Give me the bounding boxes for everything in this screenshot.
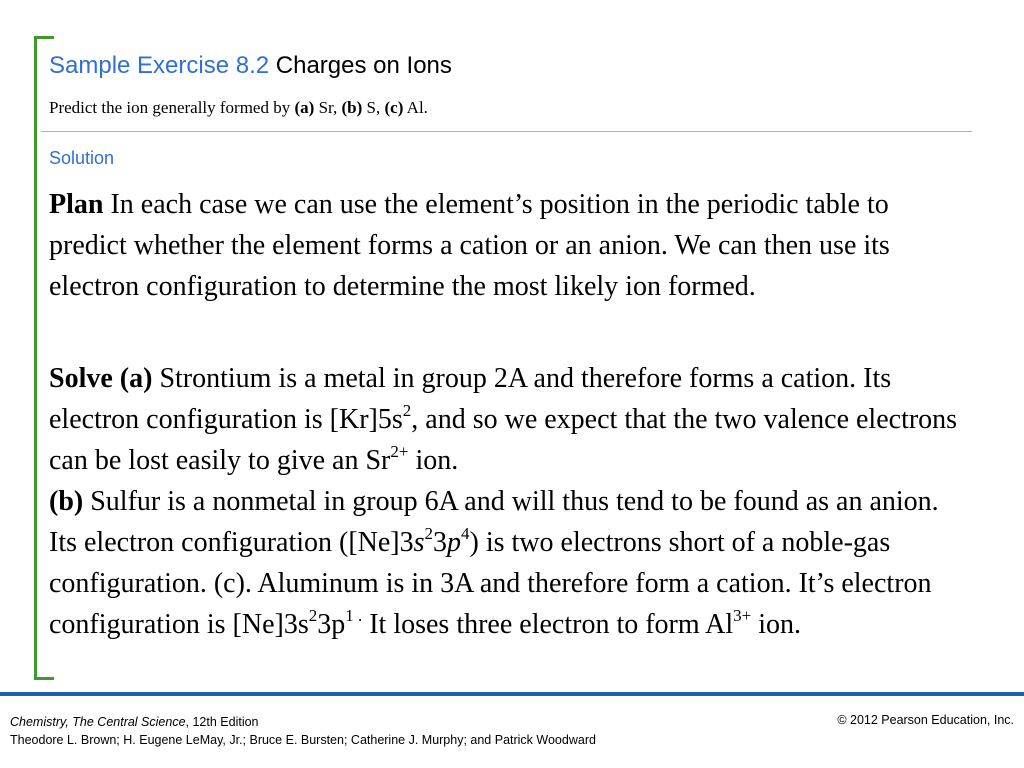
footer-bar	[0, 692, 1024, 696]
prompt-text: Predict the ion generally formed by	[49, 98, 295, 117]
orbital-p: p	[447, 527, 462, 558]
footer-edition: , 12th Edition	[185, 715, 259, 729]
solution-heading: Solution	[49, 148, 115, 168]
exercise-prompt	[49, 98, 428, 118]
solve-c-text: It loses three electron to form Al	[362, 609, 734, 640]
superscript: 2	[402, 400, 412, 420]
prompt-part-c: (c)	[384, 98, 404, 117]
plan-label: Plan	[49, 189, 104, 220]
solve-b-label: (b)	[49, 486, 84, 517]
prompt-part-b: (b)	[341, 98, 363, 117]
superscript: 2+	[390, 441, 409, 461]
superscript: 1 .	[345, 605, 363, 625]
solve-b-text: Sulfur is a nonmetal in group 6A and will thus tend to be found as an anion. Its electron configuration ([Ne]3	[49, 486, 939, 558]
solve-paragraph	[49, 358, 969, 645]
footer-authors: Theodore L. Brown; H. Eugene LeMay, Jr.; Bruce E. Bursten; Catherine J. Murphy; and Patrick Woodward	[10, 733, 596, 747]
exercise-label: Sample Exercise 8.2	[49, 52, 270, 79]
superscript: 4	[461, 523, 470, 543]
plan-paragraph	[49, 184, 969, 307]
solve-a-text: Strontium is a metal in group 2A and therefore forms a cation. Its electron configuration is [Kr]5s	[49, 363, 892, 435]
solve-c-text: 3p	[317, 609, 346, 640]
solve-c-text: ion.	[751, 609, 801, 640]
solve-b-text: 3	[433, 527, 448, 558]
plan-text: In each case we can use the element’s position in the periodic table to predict whether the element forms a cation or an anion. We can then use its electron configuration to determine the most likely ion formed.	[49, 189, 890, 302]
prompt-part-a: (a)	[294, 98, 315, 117]
prompt-sr: Sr,	[314, 98, 342, 117]
superscript: 2	[424, 523, 434, 543]
solve-label: Solve (a)	[49, 363, 153, 394]
superscript: 2	[308, 605, 318, 625]
solve-a-text: ion.	[408, 445, 459, 476]
orbital-s: s	[413, 527, 425, 558]
footer-copyright: © 2012 Pearson Education, Inc.	[837, 713, 1014, 727]
footer-citation	[10, 713, 596, 749]
prompt-al: Al.	[403, 98, 428, 117]
solve-a-text: , and so we expect that the two valence electrons can be lost easily to give an Sr	[49, 404, 958, 476]
slide-title	[49, 52, 452, 80]
solve-b-text: ) is two electrons short of a noble-gas configuration. (c). Aluminum is in 3A and therefore form a cation. It’s electron configuration is [Ne]3s	[49, 527, 932, 640]
footer-book-title: Chemistry, The Central Science	[10, 715, 186, 729]
superscript: 3+	[733, 605, 752, 625]
divider-line	[41, 131, 972, 132]
prompt-s: S,	[362, 98, 385, 117]
exercise-topic: Charges on Ions	[275, 52, 452, 79]
